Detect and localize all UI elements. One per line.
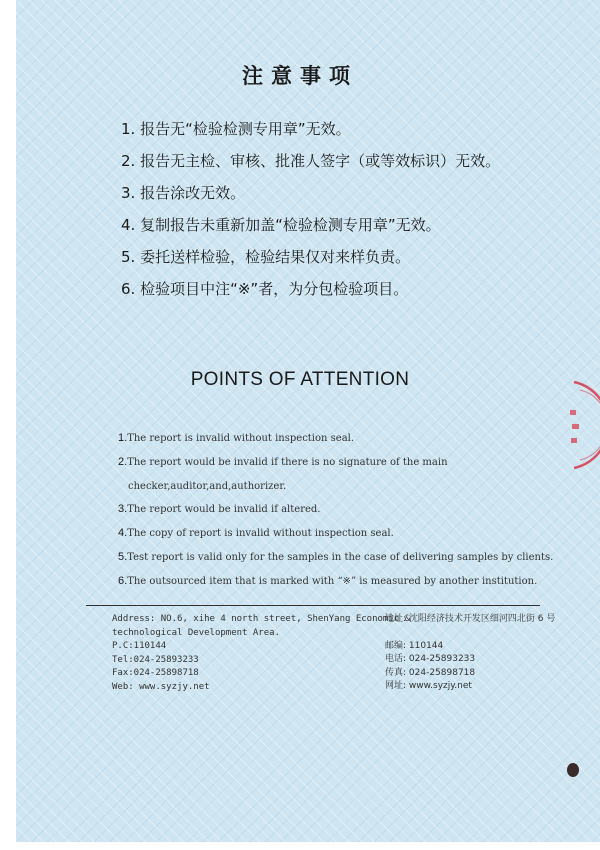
english-notice-item [118, 502, 553, 526]
item-number: 2. [118, 456, 128, 468]
english-notice-item [118, 526, 553, 550]
item-number: 5. [118, 551, 128, 563]
address-english-line1: Address: NO.6, xihe 4 north street, ShenYang Economic & [112, 614, 411, 624]
item-text: Test report is valid only for the samples in the case of delivering samples by clients. [127, 552, 554, 563]
footer-divider [86, 605, 540, 606]
english-notice-item [118, 574, 553, 598]
scan-edge-left [0, 0, 16, 850]
web-chinese: 网址: www.syzjy.net [385, 681, 472, 691]
contact-chinese [385, 613, 585, 694]
chinese-notice-item: 6. 检验项目中注“※”者，为分包检验项目。 [121, 280, 409, 298]
english-notice-list [118, 431, 553, 598]
item-number: 6. [118, 575, 128, 587]
chinese-notice-item: 1. 报告无“检验检测专用章”无效。 [121, 120, 351, 138]
postcode-english: P.C:110144 [112, 641, 167, 651]
fax-english: Fax:024-25898718 [112, 668, 199, 678]
tel-english: Tel:024-25893233 [112, 654, 199, 665]
english-notice-item [118, 550, 553, 574]
fax-chinese: 传真: 024-25898718 [385, 667, 476, 678]
spacer [385, 627, 585, 640]
chinese-notice-item: 4. 复制报告未重新加盖“检验检测专用章”无效。 [121, 216, 441, 234]
postcode-chinese: 邮编: 110144 [385, 640, 444, 651]
item-text: The copy of report is invalid without inspection seal. [127, 528, 394, 539]
chinese-title: 注意事项 [242, 64, 358, 88]
item-text-continued: checker,auditor,and,authorizer. [128, 481, 287, 492]
english-notice-item [118, 455, 553, 502]
item-text: The outsourced item that is marked with “※” is measured by another institution. [127, 576, 538, 587]
item-number: 1. [118, 432, 128, 444]
chinese-notice-list [121, 118, 500, 310]
contact-english [112, 613, 411, 694]
ink-spot [566, 762, 580, 778]
tel-chinese: 电话: 024-25893233 [385, 654, 476, 664]
english-notice-item [118, 431, 553, 455]
item-number: 4. [118, 527, 128, 539]
item-text: The report would be invalid if there is no signature of the main [127, 457, 448, 468]
red-seal-stamp [562, 380, 600, 470]
item-text: The report is invalid without inspection seal. [127, 433, 355, 444]
chinese-notice-item: 5. 委托送样检验，检验结果仅对来样负责。 [121, 248, 411, 266]
address-english-line2: technological Development Area. [112, 627, 280, 638]
chinese-notice-item: 3. 报告涂改无效。 [121, 184, 246, 202]
chinese-notice-item: 2. 报告无主检、审核、批准人签字（或等效标识）无效。 [121, 152, 501, 170]
web-english: Web: www.syzjy.net [112, 681, 210, 692]
english-title: POINTS OF ATTENTION [190, 369, 410, 390]
item-number: 3. [118, 503, 128, 515]
item-text: The report would be invalid if altered. [127, 504, 321, 515]
scan-edge-bottom [0, 842, 600, 850]
address-chinese: 地址: 沈阳经济技术开发区细河四北街 6 号 [385, 614, 556, 624]
